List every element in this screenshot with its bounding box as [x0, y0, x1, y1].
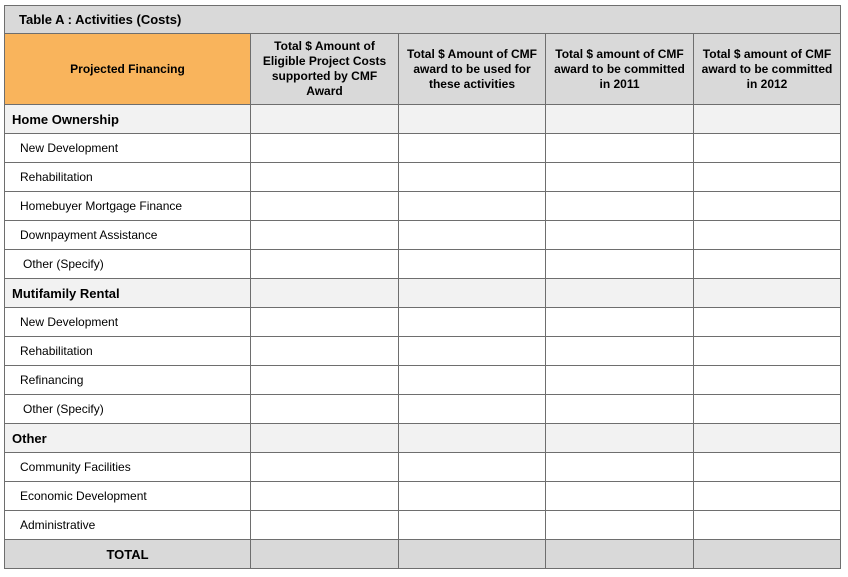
row-0-2-cell-2[interactable]	[399, 192, 546, 221]
row-label: Homebuyer Mortgage Finance	[5, 192, 251, 221]
row-1-2-cell-1[interactable]	[251, 366, 399, 395]
row-label: Economic Development	[5, 482, 251, 511]
row-0-0-cell-4[interactable]	[694, 134, 841, 163]
row-0-2-cell-3[interactable]	[546, 192, 694, 221]
table-row	[5, 221, 841, 250]
row-2-0-cell-3[interactable]	[546, 453, 694, 482]
row-0-1-cell-4[interactable]	[694, 163, 841, 192]
row-0-2-cell-4[interactable]	[694, 192, 841, 221]
section-1-cell-4[interactable]	[694, 279, 841, 308]
section-1-cell-2[interactable]	[399, 279, 546, 308]
total-cell-2[interactable]	[399, 540, 546, 569]
table-row	[5, 482, 841, 511]
row-0-3-cell-2[interactable]	[399, 221, 546, 250]
row-label: Downpayment Assistance	[5, 221, 251, 250]
section-row	[5, 279, 841, 308]
column-header-eligible-costs: Total $ Amount of Eligible Project Costs supported by CMF Award	[251, 34, 399, 105]
activities-costs-table-container	[4, 5, 840, 569]
total-label: TOTAL	[5, 540, 251, 569]
row-2-0-cell-1[interactable]	[251, 453, 399, 482]
row-1-0-cell-3[interactable]	[546, 308, 694, 337]
column-header-committed-2011: Total $ amount of CMF award to be committed in 2011	[546, 34, 694, 105]
row-1-2-cell-2[interactable]	[399, 366, 546, 395]
row-1-0-cell-4[interactable]	[694, 308, 841, 337]
section-row	[5, 105, 841, 134]
row-2-0-cell-4[interactable]	[694, 453, 841, 482]
row-1-1-cell-4[interactable]	[694, 337, 841, 366]
section-1-cell-1[interactable]	[251, 279, 399, 308]
table-row	[5, 308, 841, 337]
row-0-4-cell-3[interactable]	[546, 250, 694, 279]
row-0-0-cell-1[interactable]	[251, 134, 399, 163]
row-0-3-cell-1[interactable]	[251, 221, 399, 250]
row-2-1-cell-2[interactable]	[399, 482, 546, 511]
table-row	[5, 192, 841, 221]
row-label: New Development	[5, 308, 251, 337]
row-1-3-cell-2[interactable]	[399, 395, 546, 424]
total-cell-1[interactable]	[251, 540, 399, 569]
column-header-cmf-activities: Total $ Amount of CMF award to be used for these activities	[399, 34, 546, 105]
row-label: New Development	[5, 134, 251, 163]
row-1-1-cell-2[interactable]	[399, 337, 546, 366]
row-0-4-cell-4[interactable]	[694, 250, 841, 279]
section-2-cell-1[interactable]	[251, 424, 399, 453]
section-0-cell-3[interactable]	[546, 105, 694, 134]
section-row	[5, 424, 841, 453]
section-2-cell-3[interactable]	[546, 424, 694, 453]
row-0-0-cell-3[interactable]	[546, 134, 694, 163]
section-0-cell-2[interactable]	[399, 105, 546, 134]
column-header-committed-2012: Total $ amount of CMF award to be committed in 2012	[694, 34, 841, 105]
table-row	[5, 366, 841, 395]
section-0-cell-1[interactable]	[251, 105, 399, 134]
section-2-cell-2[interactable]	[399, 424, 546, 453]
row-2-1-cell-1[interactable]	[251, 482, 399, 511]
table-title: Table A : Activities (Costs)	[5, 6, 841, 34]
row-0-4-cell-2[interactable]	[399, 250, 546, 279]
row-label: Rehabilitation	[5, 337, 251, 366]
activities-costs-table	[4, 5, 841, 569]
row-label: Rehabilitation	[5, 163, 251, 192]
row-1-0-cell-2[interactable]	[399, 308, 546, 337]
table-row	[5, 163, 841, 192]
row-2-1-cell-4[interactable]	[694, 482, 841, 511]
total-cell-3[interactable]	[546, 540, 694, 569]
row-1-3-cell-1[interactable]	[251, 395, 399, 424]
row-2-2-cell-3[interactable]	[546, 511, 694, 540]
row-label: Other (Specify)	[5, 395, 251, 424]
row-2-2-cell-4[interactable]	[694, 511, 841, 540]
table-body	[5, 6, 841, 569]
row-1-3-cell-4[interactable]	[694, 395, 841, 424]
total-row	[5, 540, 841, 569]
table-row	[5, 337, 841, 366]
table-title-row	[5, 6, 841, 34]
row-label: Administrative	[5, 511, 251, 540]
row-0-1-cell-3[interactable]	[546, 163, 694, 192]
section-heading: Other	[5, 424, 251, 453]
row-label: Community Facilities	[5, 453, 251, 482]
table-row	[5, 453, 841, 482]
row-1-1-cell-3[interactable]	[546, 337, 694, 366]
row-0-2-cell-1[interactable]	[251, 192, 399, 221]
section-heading: Home Ownership	[5, 105, 251, 134]
row-0-3-cell-3[interactable]	[546, 221, 694, 250]
row-2-0-cell-2[interactable]	[399, 453, 546, 482]
row-label: Other (Specify)	[5, 250, 251, 279]
row-1-1-cell-1[interactable]	[251, 337, 399, 366]
row-1-3-cell-3[interactable]	[546, 395, 694, 424]
table-row	[5, 395, 841, 424]
section-1-cell-3[interactable]	[546, 279, 694, 308]
row-2-2-cell-2[interactable]	[399, 511, 546, 540]
section-heading: Mutifamily Rental	[5, 279, 251, 308]
table-row	[5, 134, 841, 163]
row-0-1-cell-1[interactable]	[251, 163, 399, 192]
table-row	[5, 511, 841, 540]
column-header-projected-financing: Projected Financing	[5, 34, 251, 105]
row-0-0-cell-2[interactable]	[399, 134, 546, 163]
row-0-1-cell-2[interactable]	[399, 163, 546, 192]
row-2-2-cell-1[interactable]	[251, 511, 399, 540]
column-header-row	[5, 34, 841, 105]
section-2-cell-4[interactable]	[694, 424, 841, 453]
row-1-2-cell-4[interactable]	[694, 366, 841, 395]
table-row	[5, 250, 841, 279]
row-label: Refinancing	[5, 366, 251, 395]
section-0-cell-4[interactable]	[694, 105, 841, 134]
row-0-4-cell-1[interactable]	[251, 250, 399, 279]
row-1-2-cell-3[interactable]	[546, 366, 694, 395]
row-0-3-cell-4[interactable]	[694, 221, 841, 250]
row-2-1-cell-3[interactable]	[546, 482, 694, 511]
total-cell-4[interactable]	[694, 540, 841, 569]
row-1-0-cell-1[interactable]	[251, 308, 399, 337]
